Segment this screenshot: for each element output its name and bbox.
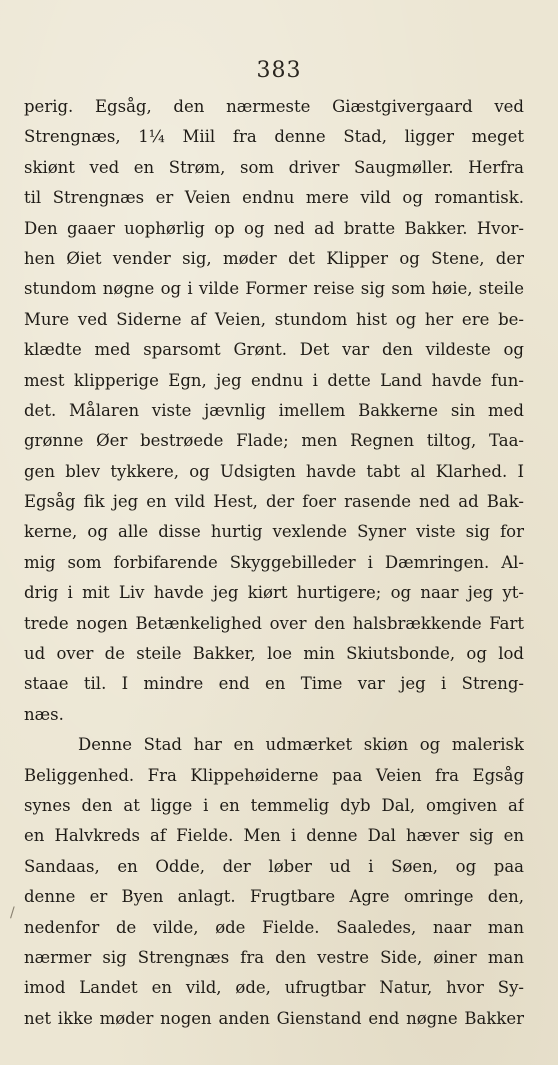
- text-line: net ikke møder nogen anden Gienstand end nøgne Bakker: [24, 1008, 524, 1028]
- margin-mark: /: [10, 905, 15, 921]
- text-line: imod Landet en vild, øde, ufrugtbar Natur, hvor Sy-: [24, 978, 524, 998]
- text-line: klædte med sparsomt Grønt. Det var den vildeste og: [24, 340, 524, 360]
- text-line: mest klipperige Egn, jeg endnu i dette Land havde fun-: [24, 370, 524, 390]
- text-line: trede nogen Betænkelighed over den halsbrækkende Fart: [24, 613, 524, 633]
- text-line: nedenfor de vilde, øde Fielde. Saaledes, naar man: [24, 917, 524, 937]
- text-line: ud over de steile Bakker, loe min Skiutsbonde, og lod: [24, 644, 524, 664]
- text-line: staae til. I mindre end en Time var jeg i Streng-: [24, 674, 524, 694]
- text-line: til Strengnæs er Veien endnu mere vild og romantisk.: [24, 188, 524, 208]
- text-line: perig. Egsåg, den nærmeste Giæstgivergaard ved: [24, 97, 524, 116]
- text-line: grønne Øer bestrøede Flade; men Regnen tiltog, Taa-: [24, 431, 524, 451]
- text-line: denne er Byen anlagt. Frugtbare Agre omringe den,: [24, 887, 524, 907]
- text-line: mig som forbifarende Skyggebilleder i Dæmringen. Al-: [24, 552, 524, 572]
- text-line: Beliggenhed. Fra Klippehøiderne paa Veien fra Egsåg: [24, 765, 524, 785]
- text-line: Den gaaer uophørlig op og ned ad bratte Bakker. Hvor-: [24, 218, 524, 238]
- text-line: næs.: [24, 704, 64, 724]
- paragraph-first-line: Denne Stad har en udmærket skiøn og malerisk: [78, 735, 524, 755]
- text-line: en Halvkreds af Fielde. Men i denne Dal hæver sig en: [24, 826, 524, 846]
- text-line: Egsåg fik jeg en vild Hest, der foer rasende ned ad Bak-: [24, 492, 524, 512]
- text-line: hen Øiet vender sig, møder det Klipper og Stene, der: [24, 248, 524, 268]
- text-line: skiønt ved en Strøm, som driver Saugmøller. Herfra: [24, 157, 524, 177]
- text-line: nærmer sig Strengnæs fra den vestre Side, øiner man: [24, 947, 524, 967]
- text-line: Sandaas, en Odde, der løber ud i Søen, og paa: [24, 856, 524, 876]
- text-line: drig i mit Liv havde jeg kiørt hurtigere; og naar jeg yt-: [24, 583, 524, 603]
- text-line: synes den at ligge i en temmelig dyb Dal, omgiven af: [24, 795, 524, 815]
- text-line: kerne, og alle disse hurtig vexlende Syner viste sig for: [24, 522, 524, 542]
- body-text: [24, 92, 524, 1034]
- text-line: det. Målaren viste jævnlig imellem Bakkerne sin med: [24, 400, 524, 420]
- text-line: stundom nøgne og i vilde Former reise sig som høie, steile: [24, 279, 524, 299]
- text-line: Mure ved Siderne af Veien, stundom hist og her ere be-: [24, 309, 524, 329]
- text-line: Strengnæs, 1¼ Miil fra denne Stad, ligger meget: [24, 127, 524, 147]
- text-line: gen blev tykkere, og Udsigten havde tabt al Klarhed. I: [24, 461, 524, 481]
- page-number: 383: [256, 58, 302, 83]
